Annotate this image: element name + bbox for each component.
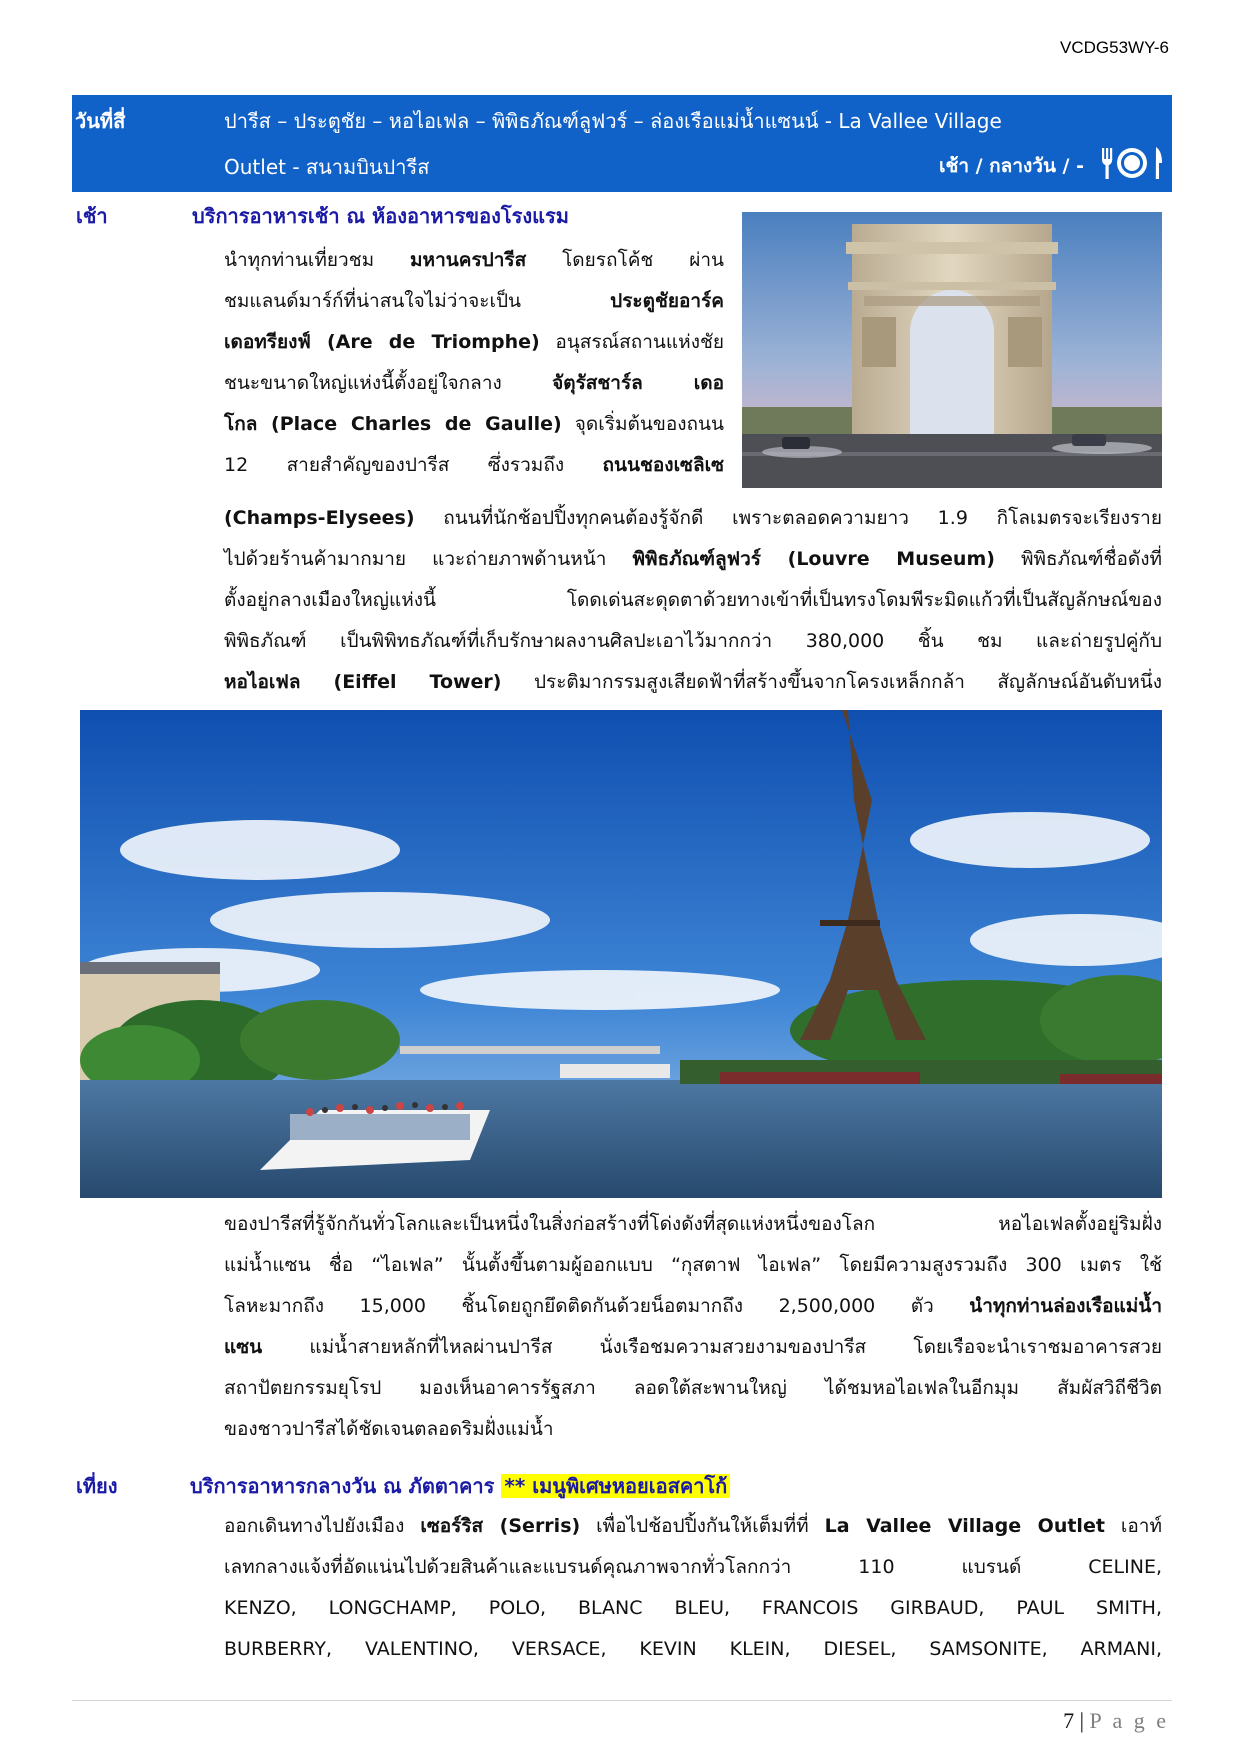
- page-separator: |: [1079, 1708, 1085, 1733]
- meals-included: เช้า / กลางวัน / -: [938, 155, 1084, 177]
- lunch-heading: บริการอาหารกลางวัน ณ ภัตตาคาร ** เมนูพิเศษหอยเอสคาโก้: [190, 1470, 730, 1502]
- plate-fork-knife-icon: [1098, 145, 1166, 181]
- day-label: วันที่สี่: [75, 109, 126, 133]
- morning-label: เช้า: [76, 204, 108, 228]
- morning-paragraph-full: [224, 498, 1162, 703]
- day-title-line2: Outlet - สนามบินปารีส: [224, 155, 430, 179]
- text-line: ตั้งอยู่กลางเมืองใหญ่แห่งนี้ โดดเด่นสะดุดตาด้วยทางเข้าที่เป็นทรงโดมพีระมิดแก้วที่เป็นสัญลักษณ์ของ: [224, 589, 1162, 611]
- arc-de-triomphe-photo: [742, 212, 1162, 488]
- day-title-line1: ปารีส – ประตูชัย – หอไอเฟล – พิพิธภัณฑ์ลูฟวร์ – ล่องเรือแม่น้ำแซนน์ - La Vallee Village: [224, 109, 1002, 133]
- text-line: เลทกลางแจ้งที่อัดแน่นไปด้วยสินค้าและแบรนด์คุณภาพจากทั่วโลกกว่า 110 แบรนด์ CELINE,: [224, 1556, 1162, 1578]
- text-line: สถาปัตยกรรมยุโรป มองเห็นอาคารรัฐสภา ลอดใต้สะพานใหญ่ ได้ชมหอไอเฟลในอีกมุม สัมผัสวิถีชีวิต: [224, 1377, 1162, 1399]
- page-number: 7: [1063, 1708, 1075, 1733]
- noon-label: เที่ยง: [76, 1474, 118, 1498]
- text-line: ชมแลนด์มาร์ก์ที่น่าสนใจไม่ว่าจะเป็น ประตูชัยอาร์ค: [224, 290, 724, 312]
- text-line: แซน แม่น้ำสายหลักที่ไหลผ่านปารีส นั่งเรือชมความสวยงามของปารีส โดยเรือจะนำเราชมอาคารสวย: [224, 1336, 1162, 1358]
- morning-paragraph-wrap: [224, 240, 724, 486]
- eiffel-tower-seine-photo: [80, 710, 1162, 1198]
- morning-paragraph-after-photo: [224, 1204, 1162, 1450]
- text-line: หอไอเฟล (Eiffel Tower) ประติมากรรมสูงเสียดฟ้าที่สร้างขึ้นจากโครงเหล็กกล้า สัญลักษณ์อันดับหนึ่ง: [224, 671, 1163, 693]
- text-line: KENZO, LONGCHAMP, POLO, BLANC BLEU, FRANCOIS GIRBAUD, PAUL SMITH,: [224, 1597, 1162, 1619]
- text-line: พิพิธภัณฑ์ เป็นพิพิทธภัณฑ์ที่เก็บรักษาผลงานศิลปะเอาไว้มากกว่า 380,000 ชิ้น ชม และถ่ายรูปคู่กับ: [224, 630, 1162, 652]
- page-footer: [1063, 1708, 1169, 1734]
- breakfast-heading: บริการอาหารเช้า ณ ห้องอาหารของโรงแรม: [192, 204, 569, 228]
- document-code: VCDG53WY-6: [1060, 38, 1169, 57]
- special-menu-highlight: ** เมนูพิเศษหอยเอสคาโก้: [501, 1474, 730, 1498]
- text-line: 12 สายสำคัญของปารีส ซึ่งรวมถึง ถนนชองเซลิเซ: [224, 454, 724, 476]
- text-line: ไปด้วยร้านค้ามากมาย แวะถ่ายภาพด้านหน้า พิพิธภัณฑ์ลูฟวร์ (Louvre Museum) พิพิธภัณฑ์ชื่อดังที่: [224, 548, 1162, 570]
- text-line: (Champs-Elysees) ถนนที่นักช้อปปิ้งทุกคนต้องรู้จักดี เพราะตลอดความยาว 1.9 กิโลเมตรจะเรียงราย: [224, 507, 1162, 529]
- text-line: ของชาวปารีสได้ชัดเจนตลอดริมฝั่งแม่น้ำ: [224, 1418, 554, 1440]
- text-line: เดอทรียงฟ์ (Are de Triomphe) อนุสรณ์สถานแห่งชัย: [224, 331, 724, 353]
- text-line: ชนะขนาดใหญ่แห่งนี้ตั้งอยู่ใจกลาง จัตุรัสชาร์ล เดอ: [224, 372, 724, 394]
- text-line: ของปารีสที่รู้จักกันทั่วโลกและเป็นหนึ่งในสิ่งก่อสร้างที่โด่งดังที่สุดแห่งหนึ่งของโลก หอไอเฟลตั้งอยู่ริมฝั่ง: [224, 1213, 1162, 1235]
- day-header-band: [72, 95, 1172, 192]
- text-line: โลหะมากถึง 15,000 ชิ้นโดยถูกยึดติดกันด้วยน็อตมากถึง 2,500,000 ตัว นำทุกท่านล่องเรือแม่น้ำ: [224, 1295, 1162, 1317]
- footer-divider: [72, 1700, 1172, 1701]
- text-line: BURBERRY, VALENTINO, VERSACE, KEVIN KLEIN, DIESEL, SAMSONITE, ARMANI,: [224, 1638, 1162, 1660]
- text-line: โกล (Place Charles de Gaulle) จุดเริ่มต้นของถนน: [224, 413, 724, 435]
- text-line: นำทุกท่านเที่ยวชม มหานครปารีส โดยรถโค้ช ผ่าน: [224, 249, 724, 271]
- page-word: P a g e: [1089, 1708, 1169, 1733]
- noon-paragraph: [224, 1506, 1162, 1670]
- text-line: ออกเดินทางไปยังเมือง เซอร์ริส (Serris) เพื่อไปช้อปปิ้งกันให้เต็มที่ที่ La Vallee Village Outlet เอาท์: [224, 1515, 1162, 1537]
- text-line: แม่น้ำแซน ชื่อ “ไอเฟล” นั้นตั้งขึ้นตามผู้ออกแบบ “กุสตาฟ ไอเฟล” โดยมีความสูงรวมถึง 300 เมตร ใช้: [224, 1254, 1162, 1276]
